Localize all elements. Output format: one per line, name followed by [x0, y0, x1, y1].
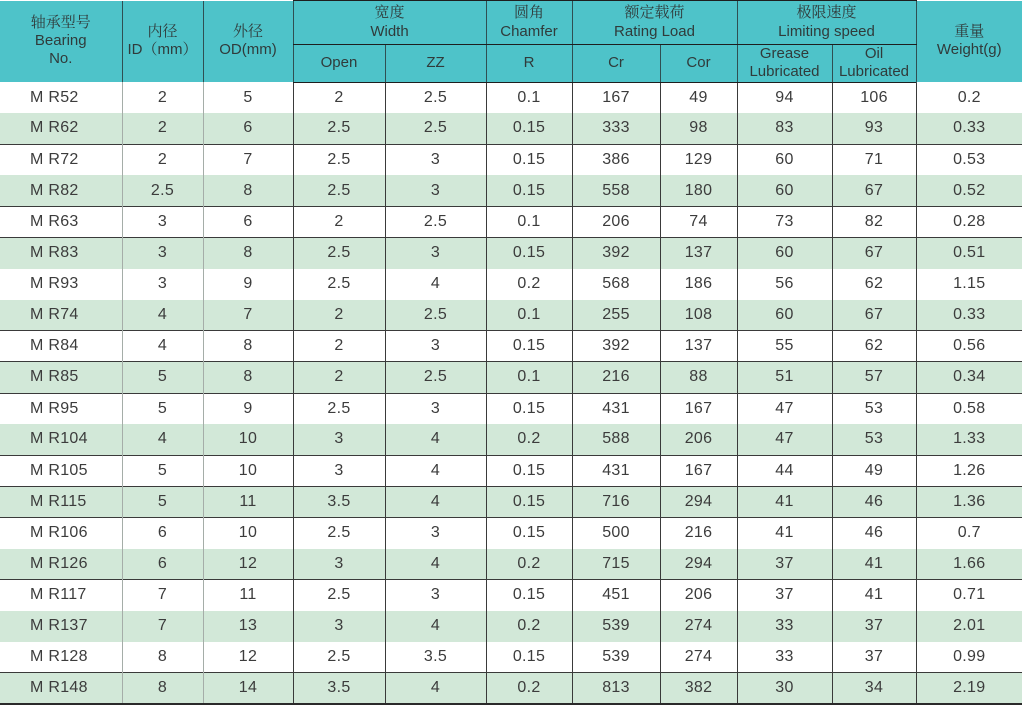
- table-row: [0, 455, 1022, 486]
- cell-bearing-no: M R104: [30, 430, 88, 448]
- col-header-weight: [916, 1, 1022, 83]
- cell-od-mm: 10: [203, 424, 293, 455]
- header-label-cn: 外径: [232, 23, 263, 40]
- cell-weight: 0.33: [916, 113, 1022, 144]
- header-label-en: Weight(g): [936, 41, 1002, 59]
- cell-weight: 0.2: [916, 82, 1022, 113]
- cell-width-zz: 3: [385, 331, 486, 362]
- col-header-cor: Cor: [660, 45, 737, 83]
- cell-id-mm: 5: [122, 455, 203, 486]
- cell-weight: 2.01: [916, 611, 1022, 642]
- cell-bearing-no: M R82: [30, 181, 79, 199]
- cell-load-cor: 294: [660, 549, 737, 580]
- table-header: [0, 1, 1022, 83]
- cell-speed-oil: 67: [832, 175, 916, 206]
- cell-chamfer-r: 0.15: [486, 393, 572, 424]
- cell-chamfer-r: 0.15: [486, 238, 572, 269]
- cell-od-mm: 12: [203, 549, 293, 580]
- cell-speed-oil: 71: [832, 144, 916, 175]
- cell-width-open: 2.5: [293, 238, 385, 269]
- cell-bearing-no: M R93: [30, 275, 79, 293]
- table-row: [0, 642, 1022, 673]
- cell-width-zz: 2.5: [385, 113, 486, 144]
- cell-id-mm: 7: [122, 580, 203, 611]
- cell-speed-grease: 55: [737, 331, 832, 362]
- cell-speed-oil: 53: [832, 393, 916, 424]
- cell-width-zz: 2.5: [385, 206, 486, 237]
- cell-speed-grease: 60: [737, 300, 832, 331]
- cell-bearing-no: M R137: [30, 617, 88, 635]
- cell-speed-oil: 62: [832, 331, 916, 362]
- cell-bearing-no: M R52: [30, 88, 79, 106]
- cell-width-zz: 3: [385, 393, 486, 424]
- table-row: [0, 113, 1022, 144]
- cell-speed-oil: 57: [832, 362, 916, 393]
- cell-id-mm: 4: [122, 331, 203, 362]
- table-row: [0, 206, 1022, 237]
- header-label-cn: 内径: [147, 23, 178, 40]
- cell-load-cor: 137: [660, 238, 737, 269]
- cell-speed-grease: 41: [737, 517, 832, 548]
- cell-load-cr: 715: [572, 549, 660, 580]
- header-label-en: Bearing: [34, 32, 87, 50]
- cell-load-cor: 98: [660, 113, 737, 144]
- cell-speed-oil: 34: [832, 673, 916, 704]
- cell-load-cr: 167: [572, 82, 660, 113]
- cell-width-open: 2.5: [293, 580, 385, 611]
- cell-weight: 0.33: [916, 300, 1022, 331]
- cell-od-mm: 8: [203, 238, 293, 269]
- header-label-cn: 极限速度: [796, 4, 857, 22]
- cell-width-zz: 3: [385, 517, 486, 548]
- header-label-en: Lubricated: [749, 63, 820, 81]
- cell-bearing-no: M R62: [30, 119, 79, 137]
- cell-chamfer-r: 0.15: [486, 175, 572, 206]
- cell-width-zz: 3: [385, 175, 486, 206]
- cell-load-cor: 382: [660, 673, 737, 704]
- cell-load-cr: 539: [572, 611, 660, 642]
- cell-id-mm: 6: [122, 549, 203, 580]
- cell-width-open: 2.5: [293, 517, 385, 548]
- cell-bearing-no: M R95: [0, 393, 122, 424]
- table-row: [0, 362, 1022, 393]
- cell-weight: 0.34: [916, 362, 1022, 393]
- cell-load-cor: 186: [660, 269, 737, 300]
- header-label-en: Rating Load: [614, 22, 695, 40]
- col-header-zz: ZZ: [385, 45, 486, 83]
- cell-speed-grease: 41: [737, 486, 832, 517]
- header-label-en: Lubricated: [838, 63, 910, 81]
- table-row: [0, 486, 1022, 517]
- cell-width-zz: 3: [385, 238, 486, 269]
- cell-width-zz: 2.5: [385, 300, 486, 331]
- table-row: [0, 424, 1022, 455]
- cell-speed-oil: 46: [832, 486, 916, 517]
- cell-speed-oil: 62: [832, 269, 916, 300]
- cell-load-cor: 88: [660, 362, 737, 393]
- cell-width-open: 3.5: [293, 673, 385, 704]
- cell-width-zz: 4: [385, 269, 486, 300]
- cell-width-zz: 3: [385, 580, 486, 611]
- cell-od-mm: 8: [203, 362, 293, 393]
- cell-chamfer-r: 0.1: [486, 300, 572, 331]
- cell-speed-oil: 67: [832, 300, 916, 331]
- group-header-limiting-speed: [737, 1, 916, 45]
- cell-od-mm: 14: [203, 673, 293, 704]
- cell-load-cr: 813: [572, 673, 660, 704]
- col-header-open: Open: [293, 45, 385, 83]
- cell-bearing-no: M R74: [30, 306, 79, 324]
- cell-speed-oil: 82: [832, 206, 916, 237]
- cell-weight: 0.58: [916, 393, 1022, 424]
- cell-width-open: 2: [293, 300, 385, 331]
- cell-od-mm: 9: [203, 393, 293, 424]
- cell-load-cor: 274: [660, 611, 737, 642]
- cell-od-mm: 8: [203, 175, 293, 206]
- cell-od-mm: 11: [203, 486, 293, 517]
- cell-load-cor: 206: [660, 580, 737, 611]
- cell-chamfer-r: 0.2: [486, 269, 572, 300]
- cell-speed-oil: 106: [832, 82, 916, 113]
- cell-id-mm: 5: [122, 393, 203, 424]
- cell-id-mm: 5: [122, 362, 203, 393]
- cell-speed-grease: 44: [737, 455, 832, 486]
- cell-speed-grease: 33: [737, 611, 832, 642]
- cell-bearing-no: M R148: [0, 673, 122, 704]
- cell-width-open: 3: [293, 424, 385, 455]
- cell-chamfer-r: 0.1: [486, 82, 572, 113]
- cell-chamfer-r: 0.15: [486, 486, 572, 517]
- col-header-cr: Cr: [572, 45, 660, 83]
- cell-speed-grease: 37: [737, 549, 832, 580]
- cell-chamfer-r: 0.15: [486, 455, 572, 486]
- cell-od-mm: 13: [203, 611, 293, 642]
- cell-speed-oil: 49: [832, 455, 916, 486]
- cell-od-mm: 6: [203, 206, 293, 237]
- cell-id-mm: 2: [122, 144, 203, 175]
- cell-bearing-no: M R63: [0, 206, 122, 237]
- cell-weight: 0.99: [916, 642, 1022, 673]
- cell-bearing-no: M R115: [0, 486, 122, 517]
- cell-bearing-no: M R72: [0, 144, 122, 175]
- cell-id-mm: 8: [122, 642, 203, 673]
- cell-width-zz: 3.5: [385, 642, 486, 673]
- cell-load-cor: 49: [660, 82, 737, 113]
- cell-width-open: 2.5: [293, 144, 385, 175]
- cell-weight: 1.66: [916, 549, 1022, 580]
- cell-load-cor: 294: [660, 486, 737, 517]
- cell-od-mm: 6: [203, 113, 293, 144]
- table-body: [0, 82, 1022, 704]
- header-label-en: ID（mm）: [127, 41, 198, 59]
- cell-width-zz: 3: [385, 144, 486, 175]
- cell-id-mm: 7: [122, 611, 203, 642]
- table-row: [0, 300, 1022, 331]
- table-row: [0, 611, 1022, 642]
- cell-weight: 0.28: [916, 206, 1022, 237]
- cell-id-mm: 8: [122, 673, 203, 704]
- cell-load-cr: 716: [572, 486, 660, 517]
- cell-load-cr: 451: [572, 580, 660, 611]
- col-header-r: R: [486, 45, 572, 83]
- cell-weight: 0.53: [916, 144, 1022, 175]
- cell-load-cor: 274: [660, 642, 737, 673]
- header-label-cn: 重量: [954, 23, 985, 40]
- cell-width-zz: 4: [385, 424, 486, 455]
- header-label-cn: 轴承型号: [30, 13, 91, 31]
- cell-weight: 1.15: [916, 269, 1022, 300]
- cell-speed-grease: 60: [737, 238, 832, 269]
- cell-speed-oil: 53: [832, 424, 916, 455]
- cell-speed-grease: 47: [737, 424, 832, 455]
- header-label-en: Grease: [759, 45, 810, 62]
- header-label-en: No.: [49, 50, 73, 68]
- cell-width-zz: 2.5: [385, 82, 486, 113]
- cell-id-mm: 3: [122, 238, 203, 269]
- cell-speed-oil: 93: [832, 113, 916, 144]
- header-label-en: Width: [370, 22, 409, 40]
- table-row: [0, 549, 1022, 580]
- table-row: [0, 82, 1022, 113]
- cell-weight: 0.51: [916, 238, 1022, 269]
- cell-width-zz: 4: [385, 611, 486, 642]
- cell-bearing-no: M R128: [30, 648, 88, 666]
- cell-id-mm: 6: [122, 517, 203, 548]
- col-header-oil-lubricated: [832, 45, 916, 83]
- cell-bearing-no: M R83: [0, 238, 122, 269]
- cell-load-cr: 588: [572, 424, 660, 455]
- cell-chamfer-r: 0.2: [486, 424, 572, 455]
- cell-speed-grease: 94: [737, 82, 832, 113]
- cell-load-cr: 216: [572, 362, 660, 393]
- cell-weight: 1.33: [916, 424, 1022, 455]
- cell-od-mm: 10: [203, 455, 293, 486]
- cell-load-cr: 539: [572, 642, 660, 673]
- col-header-grease-lubricated: [737, 45, 832, 83]
- cell-width-zz: 4: [385, 673, 486, 704]
- cell-width-open: 3: [293, 611, 385, 642]
- table-row: [0, 238, 1022, 269]
- cell-chamfer-r: 0.15: [486, 580, 572, 611]
- header-label-cn: 额定载荷: [624, 4, 685, 22]
- cell-chamfer-r: 0.15: [486, 144, 572, 175]
- cell-load-cor: 108: [660, 300, 737, 331]
- table-row: [0, 673, 1022, 704]
- cell-load-cor: 206: [660, 424, 737, 455]
- cell-id-mm: 5: [122, 486, 203, 517]
- cell-speed-oil: 37: [832, 611, 916, 642]
- cell-chamfer-r: 0.1: [486, 206, 572, 237]
- cell-load-cr: 206: [572, 206, 660, 237]
- cell-weight: 2.19: [916, 673, 1022, 704]
- cell-speed-oil: 41: [832, 549, 916, 580]
- cell-speed-grease: 60: [737, 175, 832, 206]
- cell-width-zz: 4: [385, 455, 486, 486]
- table-row: [0, 269, 1022, 300]
- header-label-cn: 宽度: [374, 4, 405, 22]
- cell-weight: 1.26: [916, 455, 1022, 486]
- cell-load-cor: 167: [660, 455, 737, 486]
- cell-speed-grease: 60: [737, 144, 832, 175]
- cell-speed-grease: 51: [737, 362, 832, 393]
- cell-width-zz: 4: [385, 549, 486, 580]
- cell-id-mm: 4: [122, 300, 203, 331]
- cell-width-zz: 2.5: [385, 362, 486, 393]
- cell-weight: 0.7: [916, 517, 1022, 548]
- header-label-cn: 圆角: [513, 4, 544, 22]
- cell-width-open: 3: [293, 455, 385, 486]
- cell-load-cr: 392: [572, 331, 660, 362]
- cell-chamfer-r: 0.15: [486, 113, 572, 144]
- cell-width-open: 2.5: [293, 393, 385, 424]
- group-header-rating-load: [572, 1, 737, 45]
- cell-bearing-no: M R85: [0, 362, 122, 393]
- cell-od-mm: 7: [203, 144, 293, 175]
- cell-load-cr: 386: [572, 144, 660, 175]
- cell-width-open: 2.5: [293, 175, 385, 206]
- cell-load-cor: 180: [660, 175, 737, 206]
- cell-od-mm: 11: [203, 580, 293, 611]
- group-header-width: [293, 1, 486, 45]
- cell-load-cr: 500: [572, 517, 660, 548]
- cell-bearing-no: M R105: [0, 455, 122, 486]
- header-label-en: Chamfer: [500, 22, 558, 40]
- cell-id-mm: 2: [122, 82, 203, 113]
- cell-od-mm: 5: [203, 82, 293, 113]
- group-header-chamfer: [486, 1, 572, 45]
- cell-speed-grease: 33: [737, 642, 832, 673]
- cell-chamfer-r: 0.15: [486, 517, 572, 548]
- cell-speed-grease: 56: [737, 269, 832, 300]
- cell-bearing-no: M R117: [0, 580, 122, 611]
- cell-load-cor: 74: [660, 206, 737, 237]
- cell-weight: 0.71: [916, 580, 1022, 611]
- cell-chamfer-r: 0.2: [486, 549, 572, 580]
- cell-od-mm: 9: [203, 269, 293, 300]
- cell-bearing-no: M R84: [0, 331, 122, 362]
- cell-speed-grease: 83: [737, 113, 832, 144]
- cell-speed-grease: 30: [737, 673, 832, 704]
- cell-load-cor: 137: [660, 331, 737, 362]
- cell-load-cr: 431: [572, 455, 660, 486]
- cell-load-cr: 568: [572, 269, 660, 300]
- cell-width-open: 2.5: [293, 642, 385, 673]
- cell-speed-oil: 67: [832, 238, 916, 269]
- cell-speed-oil: 41: [832, 580, 916, 611]
- table-row: [0, 144, 1022, 175]
- cell-chamfer-r: 0.2: [486, 673, 572, 704]
- cell-width-open: 2: [293, 362, 385, 393]
- table-row: [0, 175, 1022, 206]
- cell-id-mm: 3: [122, 269, 203, 300]
- table-row: [0, 331, 1022, 362]
- cell-id-mm: 2.5: [122, 175, 203, 206]
- cell-bearing-no: M R106: [0, 517, 122, 548]
- cell-od-mm: 7: [203, 300, 293, 331]
- cell-od-mm: 12: [203, 642, 293, 673]
- header-label-en: Limiting speed: [778, 22, 875, 40]
- cell-width-open: 2: [293, 206, 385, 237]
- header-label-en: OD(mm): [219, 41, 277, 59]
- col-header-bearing-no: [0, 1, 122, 83]
- cell-weight: 0.52: [916, 175, 1022, 206]
- cell-od-mm: 8: [203, 331, 293, 362]
- cell-load-cr: 558: [572, 175, 660, 206]
- table-row: [0, 580, 1022, 611]
- cell-speed-grease: 47: [737, 393, 832, 424]
- cell-width-zz: 4: [385, 486, 486, 517]
- cell-chamfer-r: 0.15: [486, 642, 572, 673]
- cell-load-cr: 392: [572, 238, 660, 269]
- cell-weight: 0.56: [916, 331, 1022, 362]
- cell-speed-grease: 73: [737, 206, 832, 237]
- cell-id-mm: 2: [122, 113, 203, 144]
- col-header-od: [203, 1, 293, 83]
- cell-id-mm: 4: [122, 424, 203, 455]
- cell-speed-oil: 46: [832, 517, 916, 548]
- cell-chamfer-r: 0.1: [486, 362, 572, 393]
- header-row-groups: [0, 1, 1022, 45]
- cell-load-cor: 216: [660, 517, 737, 548]
- cell-speed-oil: 37: [832, 642, 916, 673]
- cell-bearing-no: M R126: [30, 554, 88, 572]
- cell-width-open: 2: [293, 331, 385, 362]
- cell-load-cor: 129: [660, 144, 737, 175]
- cell-width-open: 2.5: [293, 113, 385, 144]
- cell-speed-grease: 37: [737, 580, 832, 611]
- cell-width-open: 3: [293, 549, 385, 580]
- col-header-id: [122, 1, 203, 83]
- table-row: [0, 517, 1022, 548]
- cell-width-open: 2: [293, 82, 385, 113]
- cell-load-cr: 431: [572, 393, 660, 424]
- cell-weight: 1.36: [916, 486, 1022, 517]
- cell-load-cr: 333: [572, 113, 660, 144]
- cell-id-mm: 3: [122, 206, 203, 237]
- cell-width-open: 2.5: [293, 269, 385, 300]
- header-label-en: Oil: [864, 45, 884, 62]
- cell-od-mm: 10: [203, 517, 293, 548]
- cell-chamfer-r: 0.15: [486, 331, 572, 362]
- cell-load-cr: 255: [572, 300, 660, 331]
- cell-chamfer-r: 0.2: [486, 611, 572, 642]
- cell-load-cor: 167: [660, 393, 737, 424]
- cell-width-open: 3.5: [293, 486, 385, 517]
- table-row: [0, 393, 1022, 424]
